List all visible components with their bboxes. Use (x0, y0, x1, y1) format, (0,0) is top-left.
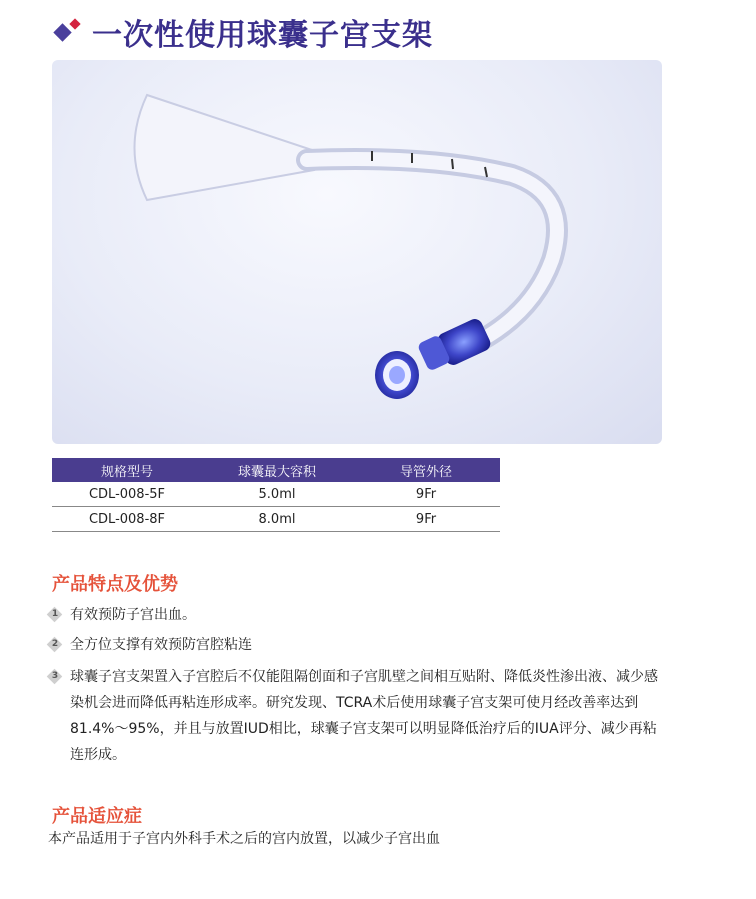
product-photo (52, 60, 662, 444)
number-badge-icon: 1 (48, 608, 62, 622)
diamond-bullet-icon (52, 17, 88, 47)
feature-text: 全方位支撑有效预防宫腔粘连 (70, 637, 252, 653)
balloon-stent-illustration (52, 60, 662, 444)
feature-item (48, 664, 668, 768)
table-row (52, 482, 500, 507)
page-title: 一次性使用球囊子宫支架 (92, 18, 433, 53)
feature-text: 有效预防子宫出血。 (70, 607, 196, 623)
spec-table (52, 458, 500, 532)
number-badge-icon: 2 (48, 638, 62, 652)
table-cell: CDL-008-8F (52, 507, 202, 532)
table-header-cell: 球囊最大容积 (202, 458, 352, 482)
indications-text: 本产品适用于子宫内外科手术之后的宫内放置，以减少子宫出血 (48, 831, 440, 847)
table-cell: CDL-008-5F (52, 482, 202, 507)
feature-text: 球囊子宫支架置入子宫腔后不仅能阻隔创面和子宫肌壁之间相互贴附、降低炎性渗出液、减少感染机会进而降低再粘连形成率。研究发现、TCRA术后使用球囊子宫支架可使月经改善率达到81.4%～95%，并且与放置IUD相比，球囊子宫支架可以明显降低治疗后的IUA评分、减少再粘连形成。 (70, 669, 658, 763)
indications-heading: 产品适应症 (52, 806, 142, 827)
table-cell: 9Fr (352, 507, 500, 532)
feature-item (48, 632, 668, 658)
table-cell: 8.0ml (202, 507, 352, 532)
table-row (52, 507, 500, 532)
features-heading: 产品特点及优势 (52, 574, 178, 595)
number-badge-icon: 3 (48, 670, 62, 684)
table-cell: 5.0ml (202, 482, 352, 507)
title-row (52, 10, 433, 54)
table-header-row (52, 458, 500, 482)
table-header-cell: 导管外径 (352, 458, 500, 482)
table-header-cell: 规格型号 (52, 458, 202, 482)
table-cell: 9Fr (352, 482, 500, 507)
feature-item (48, 602, 668, 628)
